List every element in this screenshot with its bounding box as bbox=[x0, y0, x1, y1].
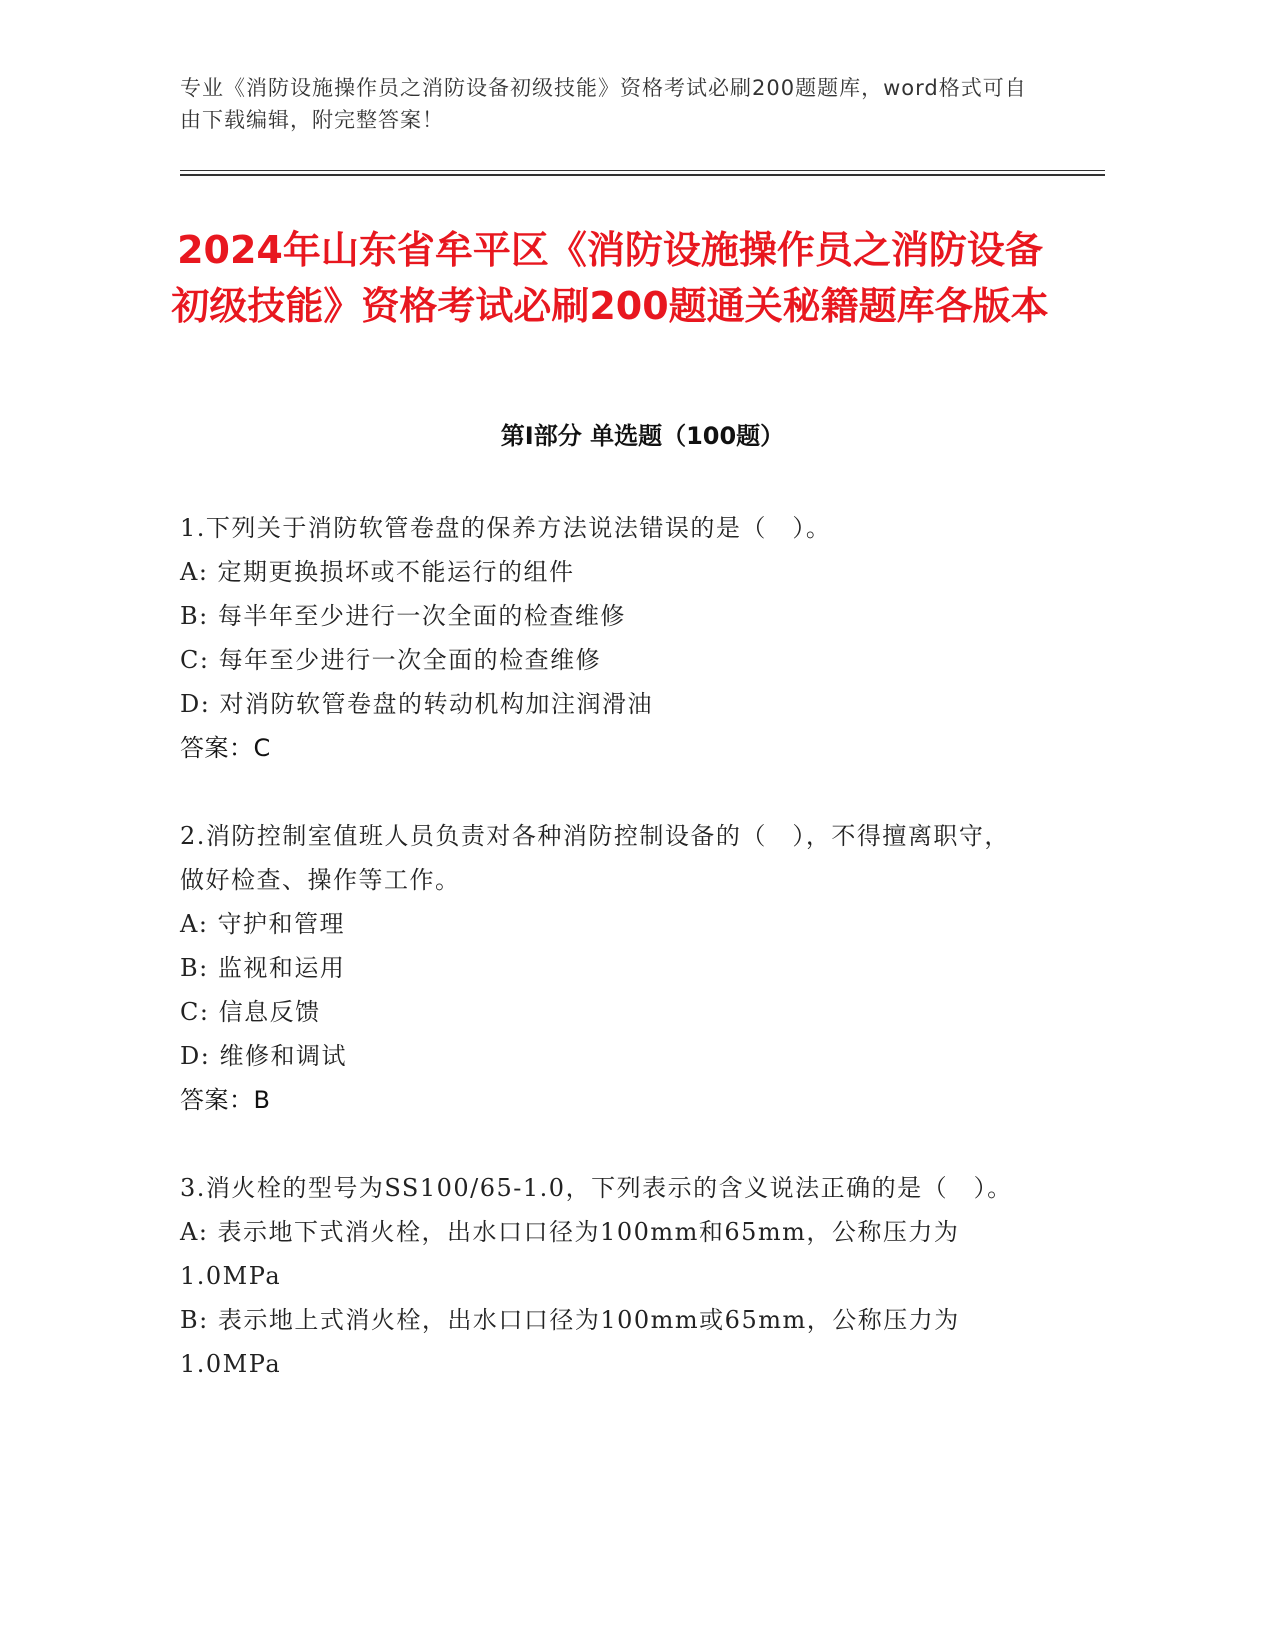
document-title: 2024年山东省牟平区《消防设施操作员之消防设备初级技能》资格考试必刷200题通关秘籍题库各版本 bbox=[171, 228, 1049, 328]
option-a: A: 定期更换损坏或不能运行的组件 bbox=[180, 558, 575, 586]
option-c: C: 每年至少进行一次全面的检查维修 bbox=[180, 646, 602, 674]
option-b: B: 监视和运用 bbox=[180, 954, 346, 982]
question-1 bbox=[180, 506, 1030, 770]
answer: 答案：C bbox=[180, 734, 271, 762]
question-stem: 1.下列关于消防软管卷盘的保养方法说法错误的是（ ）。 bbox=[180, 514, 832, 542]
option-c: C: 信息反馈 bbox=[180, 998, 321, 1026]
question-stem: 3.消火栓的型号为SS100/65-1.0，下列表示的含义说法正确的是（ ）。 bbox=[180, 1174, 1013, 1202]
option-b: B: 每半年至少进行一次全面的检查维修 bbox=[180, 602, 626, 630]
header-divider-thick bbox=[180, 174, 1105, 176]
option-a: A: 守护和管理 bbox=[180, 910, 346, 938]
question-list bbox=[180, 506, 1030, 1430]
answer: 答案：B bbox=[180, 1086, 271, 1114]
option-d: D: 对消防软管卷盘的转动机构加注润滑油 bbox=[180, 690, 653, 718]
section-title: 第Ⅰ部分 单选题（100题） bbox=[500, 422, 785, 450]
option-d: D: 维修和调试 bbox=[180, 1042, 347, 1070]
option-b: B: 表示地上式消火栓，出水口口径为100mm或65mm，公称压力为1.0MPa bbox=[180, 1306, 960, 1378]
option-a: A: 表示地下式消火栓，出水口口径为100mm和65mm，公称压力为1.0MPa bbox=[180, 1218, 960, 1290]
question-3 bbox=[180, 1166, 1030, 1386]
header-divider-thin bbox=[180, 170, 1105, 171]
question-stem: 2.消防控制室值班人员负责对各种消防控制设备的（ ），不得擅离职守，做好检查、操作等工作。 bbox=[180, 822, 1010, 894]
header-note: 专业《消防设施操作员之消防设备初级技能》资格考试必刷200题题库，word格式可自由下载编辑，附完整答案！ bbox=[180, 76, 1027, 132]
question-2 bbox=[180, 814, 1030, 1122]
